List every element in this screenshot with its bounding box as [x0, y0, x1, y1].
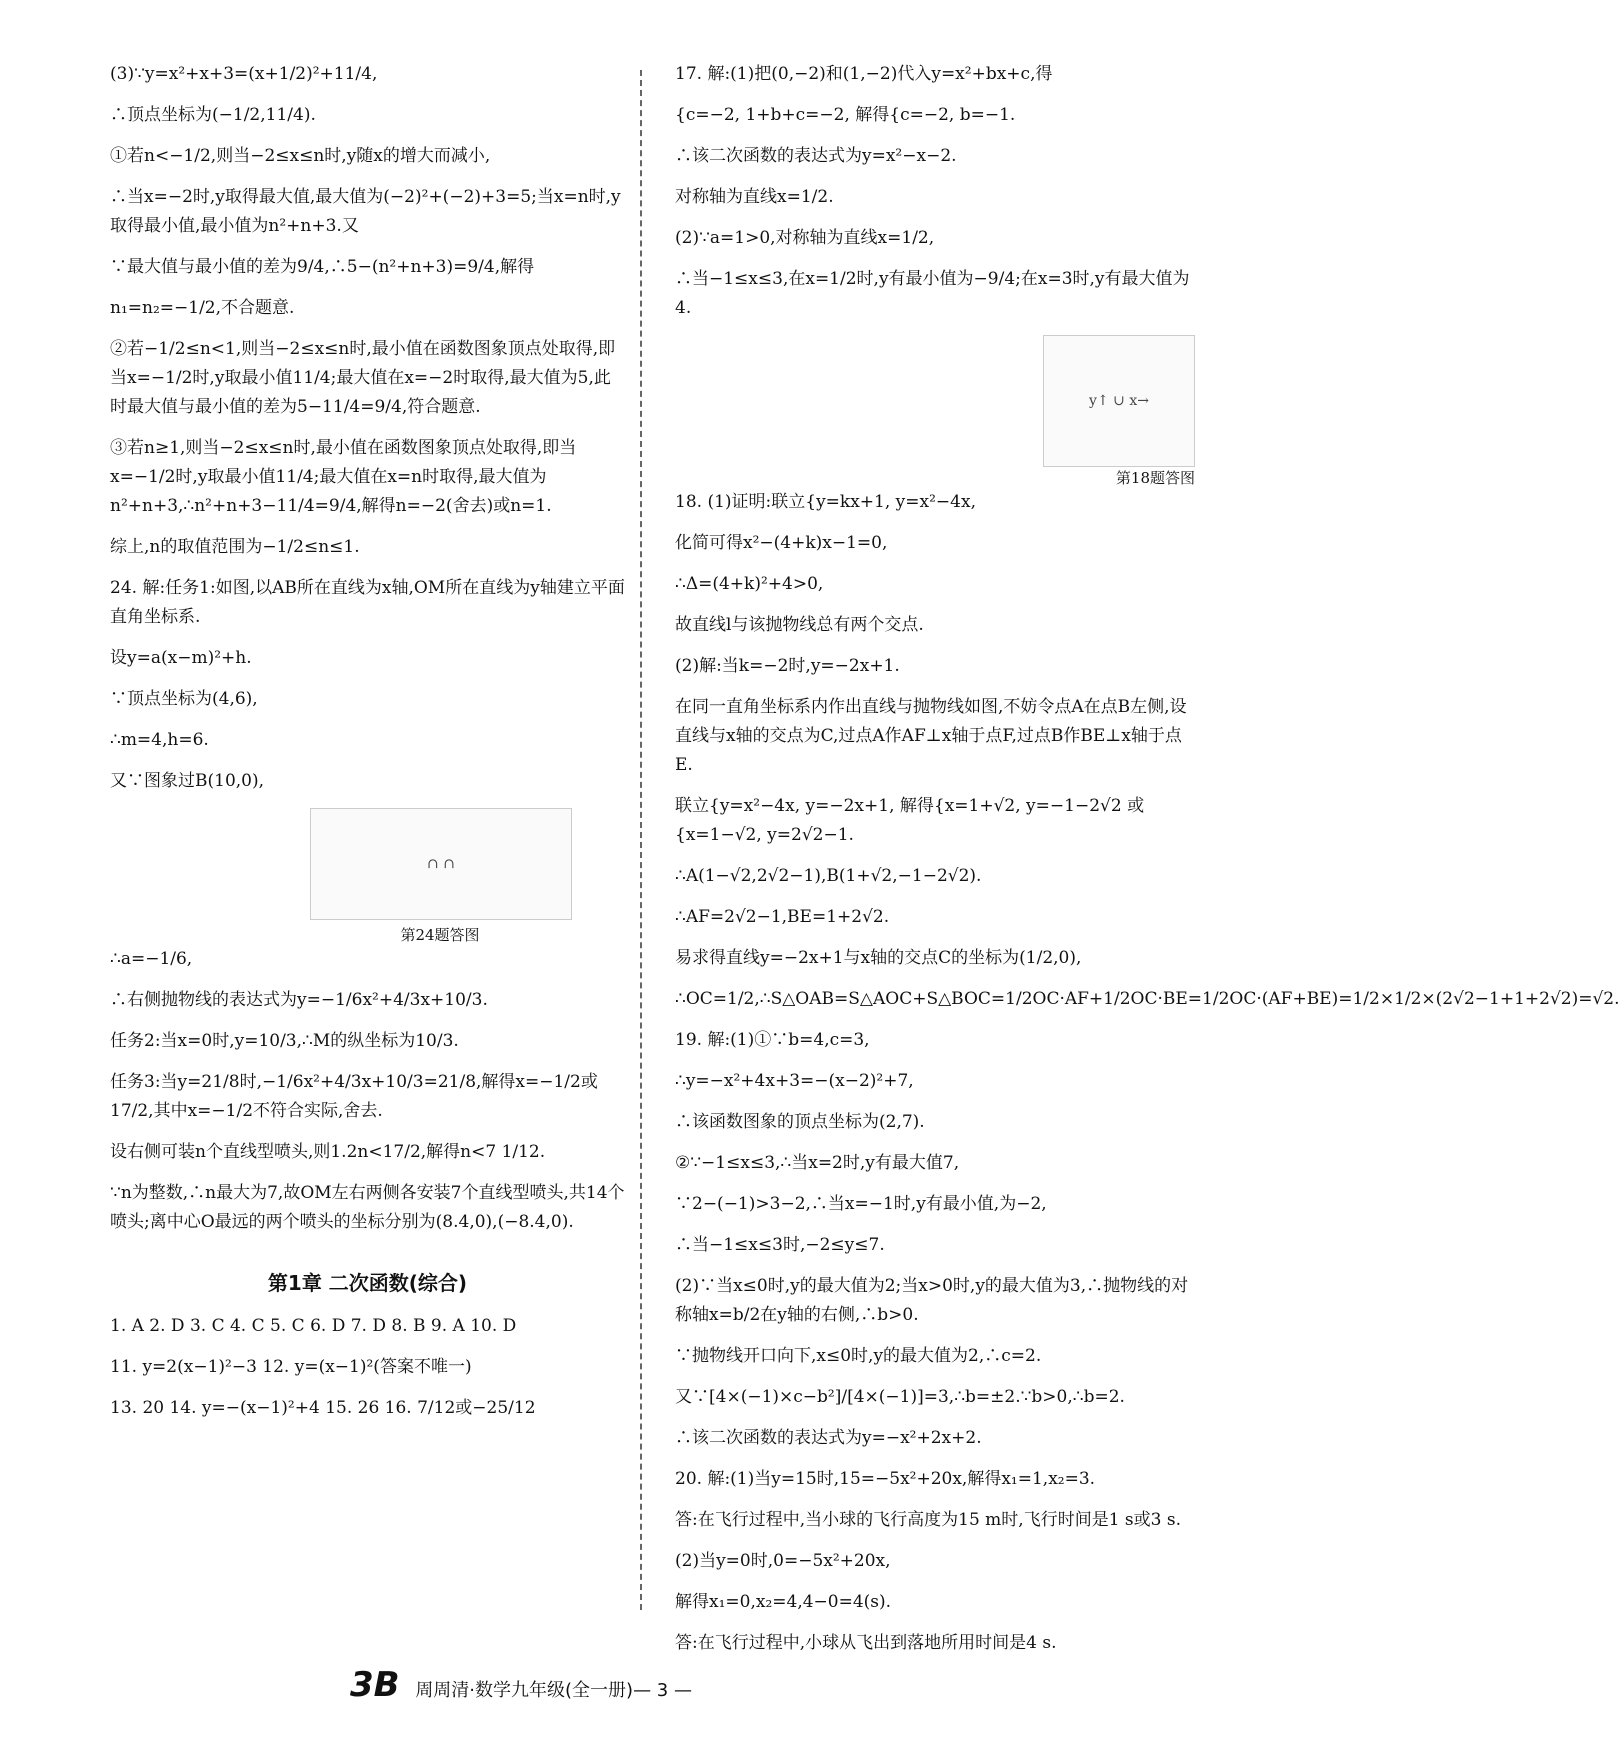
solution-line: (2)当y=0时,0=−5x²+20x,: [675, 1551, 891, 1571]
solution-line: ∵顶点坐标为(4,6),: [110, 689, 258, 709]
solution-line: 1. A 2. D 3. C 4. C 5. C 6. D 7. D 8. B 9. A 10. D: [110, 1316, 517, 1336]
solution-line: ∴m=4,h=6.: [110, 730, 209, 750]
solution-line: 17. 解:(1)把(0,−2)和(1,−2)代入y=x²+bx+c,得: [675, 64, 1053, 84]
fig24-diagram: ∩ ∩: [310, 808, 572, 920]
solution-line: n₁=n₂=−1/2,不合题意.: [110, 298, 295, 318]
footer-text: 周周清·数学九年级(全一册)— 3 —: [415, 1680, 692, 1701]
solution-line: ∴当−1≤x≤3,在x=1/2时,y有最小值为−9/4;在x=3时,y有最大值为4.: [675, 269, 1190, 318]
solution-line: 24. 解:任务1:如图,以AB所在直线为x轴,OM所在直线为y轴建立平面直角坐标系.: [110, 578, 625, 627]
solution-line: 综上,n的取值范围为−1/2≤n≤1.: [110, 537, 360, 557]
solution-line: ∵抛物线开口向下,x≤0时,y的最大值为2,∴c=2.: [675, 1346, 1042, 1366]
solution-line: ∴y=−x²+4x+3=−(x−2)²+7,: [675, 1071, 914, 1091]
solution-line: ③若n≥1,则当−2≤x≤n时,最小值在函数图象顶点处取得,即当x=−1/2时,y取最小值11/4;最大值在x=n时取得,最大值为n²+n+3,∴n²+n+3−11/4=9/4,解得n=−2(舍去)或n=1.: [110, 438, 577, 516]
solution-line: 对称轴为直线x=1/2.: [675, 187, 834, 207]
solution-line: 解得x₁=0,x₂=4,4−0=4(s).: [675, 1592, 892, 1612]
solution-line: 设y=a(x−m)²+h.: [110, 648, 252, 668]
solution-line: 13. 20 14. y=−(x−1)²+4 15. 26 16. 7/12或−25/12: [110, 1398, 536, 1418]
solution-line: 又∵图象过B(10,0),: [110, 771, 265, 791]
right-column: [675, 60, 1620, 1670]
solution-line: ∴该函数图象的顶点坐标为(2,7).: [675, 1112, 925, 1132]
solution-line: ①若n<−1/2,则当−2≤x≤n时,y随x的增大而减小,: [110, 146, 491, 166]
solution-line: (2)∵a=1>0,对称轴为直线x=1/2,: [675, 228, 935, 248]
solution-line: ∴顶点坐标为(−1/2,11/4).: [110, 105, 316, 125]
fig18-caption: 第18题答图: [1115, 469, 1195, 487]
solution-line: ∵2−(−1)>3−2,∴当x=−1时,y有最小值,为−2,: [675, 1194, 1047, 1214]
solution-line: ②∵−1≤x≤3,∴当x=2时,y有最大值7,: [675, 1153, 960, 1173]
solution-line: ∴OC=1/2,∴S△OAB=S△AOC+S△BOC=1/2OC·AF+1/2OC·BE=1/2OC·(AF+BE)=1/2×1/2×(2√2−1+1+2√2)=√2.: [675, 989, 1620, 1009]
fig18-diagram: y↑ ∪ x→: [1043, 335, 1195, 467]
solution-line: ②若−1/2≤n<1,则当−2≤x≤n时,最小值在函数图象顶点处取得,即当x=−1/2时,y取最小值11/4;最大值在x=−2时取得,最大值为5,此时最大值与最小值的差为5−11/4=9/4,符合题意.: [110, 339, 616, 417]
solution-line: 任务3:当y=21/8时,−1/6x²+4/3x+10/3=21/8,解得x=−1/2或17/2,其中x=−1/2不符合实际,舍去.: [110, 1072, 598, 1121]
solution-line: 故直线l与该抛物线总有两个交点.: [675, 615, 924, 635]
solution-line: ∵最大值与最小值的差为9/4,∴5−(n²+n+3)=9/4,解得: [110, 257, 535, 277]
solution-line: ∴该二次函数的表达式为y=−x²+2x+2.: [675, 1428, 982, 1448]
brand-logo: 3B: [350, 1665, 400, 1705]
solution-line: ∴Δ=(4+k)²+4>0,: [675, 574, 824, 594]
left-column: [110, 60, 625, 1435]
fig24-caption: 第24题答图: [400, 926, 480, 944]
solution-line: 答:在飞行过程中,小球从飞出到落地所用时间是4 s.: [675, 1633, 1057, 1653]
solution-line: 19. 解:(1)①∵b=4,c=3,: [675, 1030, 870, 1050]
solution-line: 18. (1)证明:联立{y=kx+1, y=x²−4x,: [675, 492, 976, 512]
solution-line: 在同一直角坐标系内作出直线与抛物线如图,不妨令点A在点B左侧,设直线与x轴的交点为C,过点A作AF⊥x轴于点F,过点B作BE⊥x轴于点E.: [675, 697, 1187, 775]
solution-line: 答:在飞行过程中,当小球的飞行高度为15 m时,飞行时间是1 s或3 s.: [675, 1510, 1181, 1530]
solution-line: (3)∵y=x²+x+3=(x+1/2)²+11/4,: [110, 64, 378, 84]
solution-line: ∴右侧抛物线的表达式为y=−1/6x²+4/3x+10/3.: [110, 990, 488, 1010]
solution-line: 又∵[4×(−1)×c−b²]/[4×(−1)]=3,∴b=±2.∵b>0,∴b=2.: [675, 1387, 1125, 1407]
page-footer: [350, 1665, 692, 1705]
solution-line: 化简可得x²−(4+k)x−1=0,: [675, 533, 888, 553]
solution-line: ∴AF=2√2−1,BE=1+2√2.: [675, 907, 890, 927]
solution-line: ∴当−1≤x≤3时,−2≤y≤7.: [675, 1235, 885, 1255]
solution-line: 联立{y=x²−4x, y=−2x+1, 解得{x=1+√2, y=−1−2√2 或{x=1−√2, y=2√2−1.: [675, 796, 1145, 845]
solution-line: 20. 解:(1)当y=15时,15=−5x²+20x,解得x₁=1,x₂=3.: [675, 1469, 1096, 1489]
solution-line: 11. y=2(x−1)²−3 12. y=(x−1)²(答案不唯一): [110, 1357, 472, 1377]
solution-line: 易求得直线y=−2x+1与x轴的交点C的坐标为(1/2,0),: [675, 948, 1082, 968]
solution-line: ∴A(1−√2,2√2−1),B(1+√2,−1−2√2).: [675, 866, 982, 886]
solution-line: ∴该二次函数的表达式为y=x²−x−2.: [675, 146, 957, 166]
solution-line: ∴a=−1/6,: [110, 949, 193, 969]
column-divider: [640, 70, 642, 1610]
solution-line: (2)解:当k=−2时,y=−2x+1.: [675, 656, 900, 676]
solution-line: 任务2:当x=0时,y=10/3,∴M的纵坐标为10/3.: [110, 1031, 459, 1051]
solution-line: {c=−2, 1+b+c=−2, 解得{c=−2, b=−1.: [675, 105, 1016, 125]
solution-line: ∵n为整数,∴n最大为7,故OM左右两侧各安装7个直线型喷头,共14个喷头;离中心O最远的两个喷头的坐标分别为(8.4,0),(−8.4,0).: [110, 1183, 625, 1232]
section-title: 第1章 二次函数(综合): [267, 1271, 468, 1295]
solution-line: ∴当x=−2时,y取得最大值,最大值为(−2)²+(−2)+3=5;当x=n时,y取得最小值,最小值为n²+n+3.又: [110, 187, 621, 236]
solution-line: 设右侧可装n个直线型喷头,则1.2n<17/2,解得n<7 1/12.: [110, 1142, 546, 1162]
solution-line: (2)∵当x≤0时,y的最大值为2;当x>0时,y的最大值为3,∴抛物线的对称轴x=b/2在y轴的右侧,∴b>0.: [675, 1276, 1189, 1325]
